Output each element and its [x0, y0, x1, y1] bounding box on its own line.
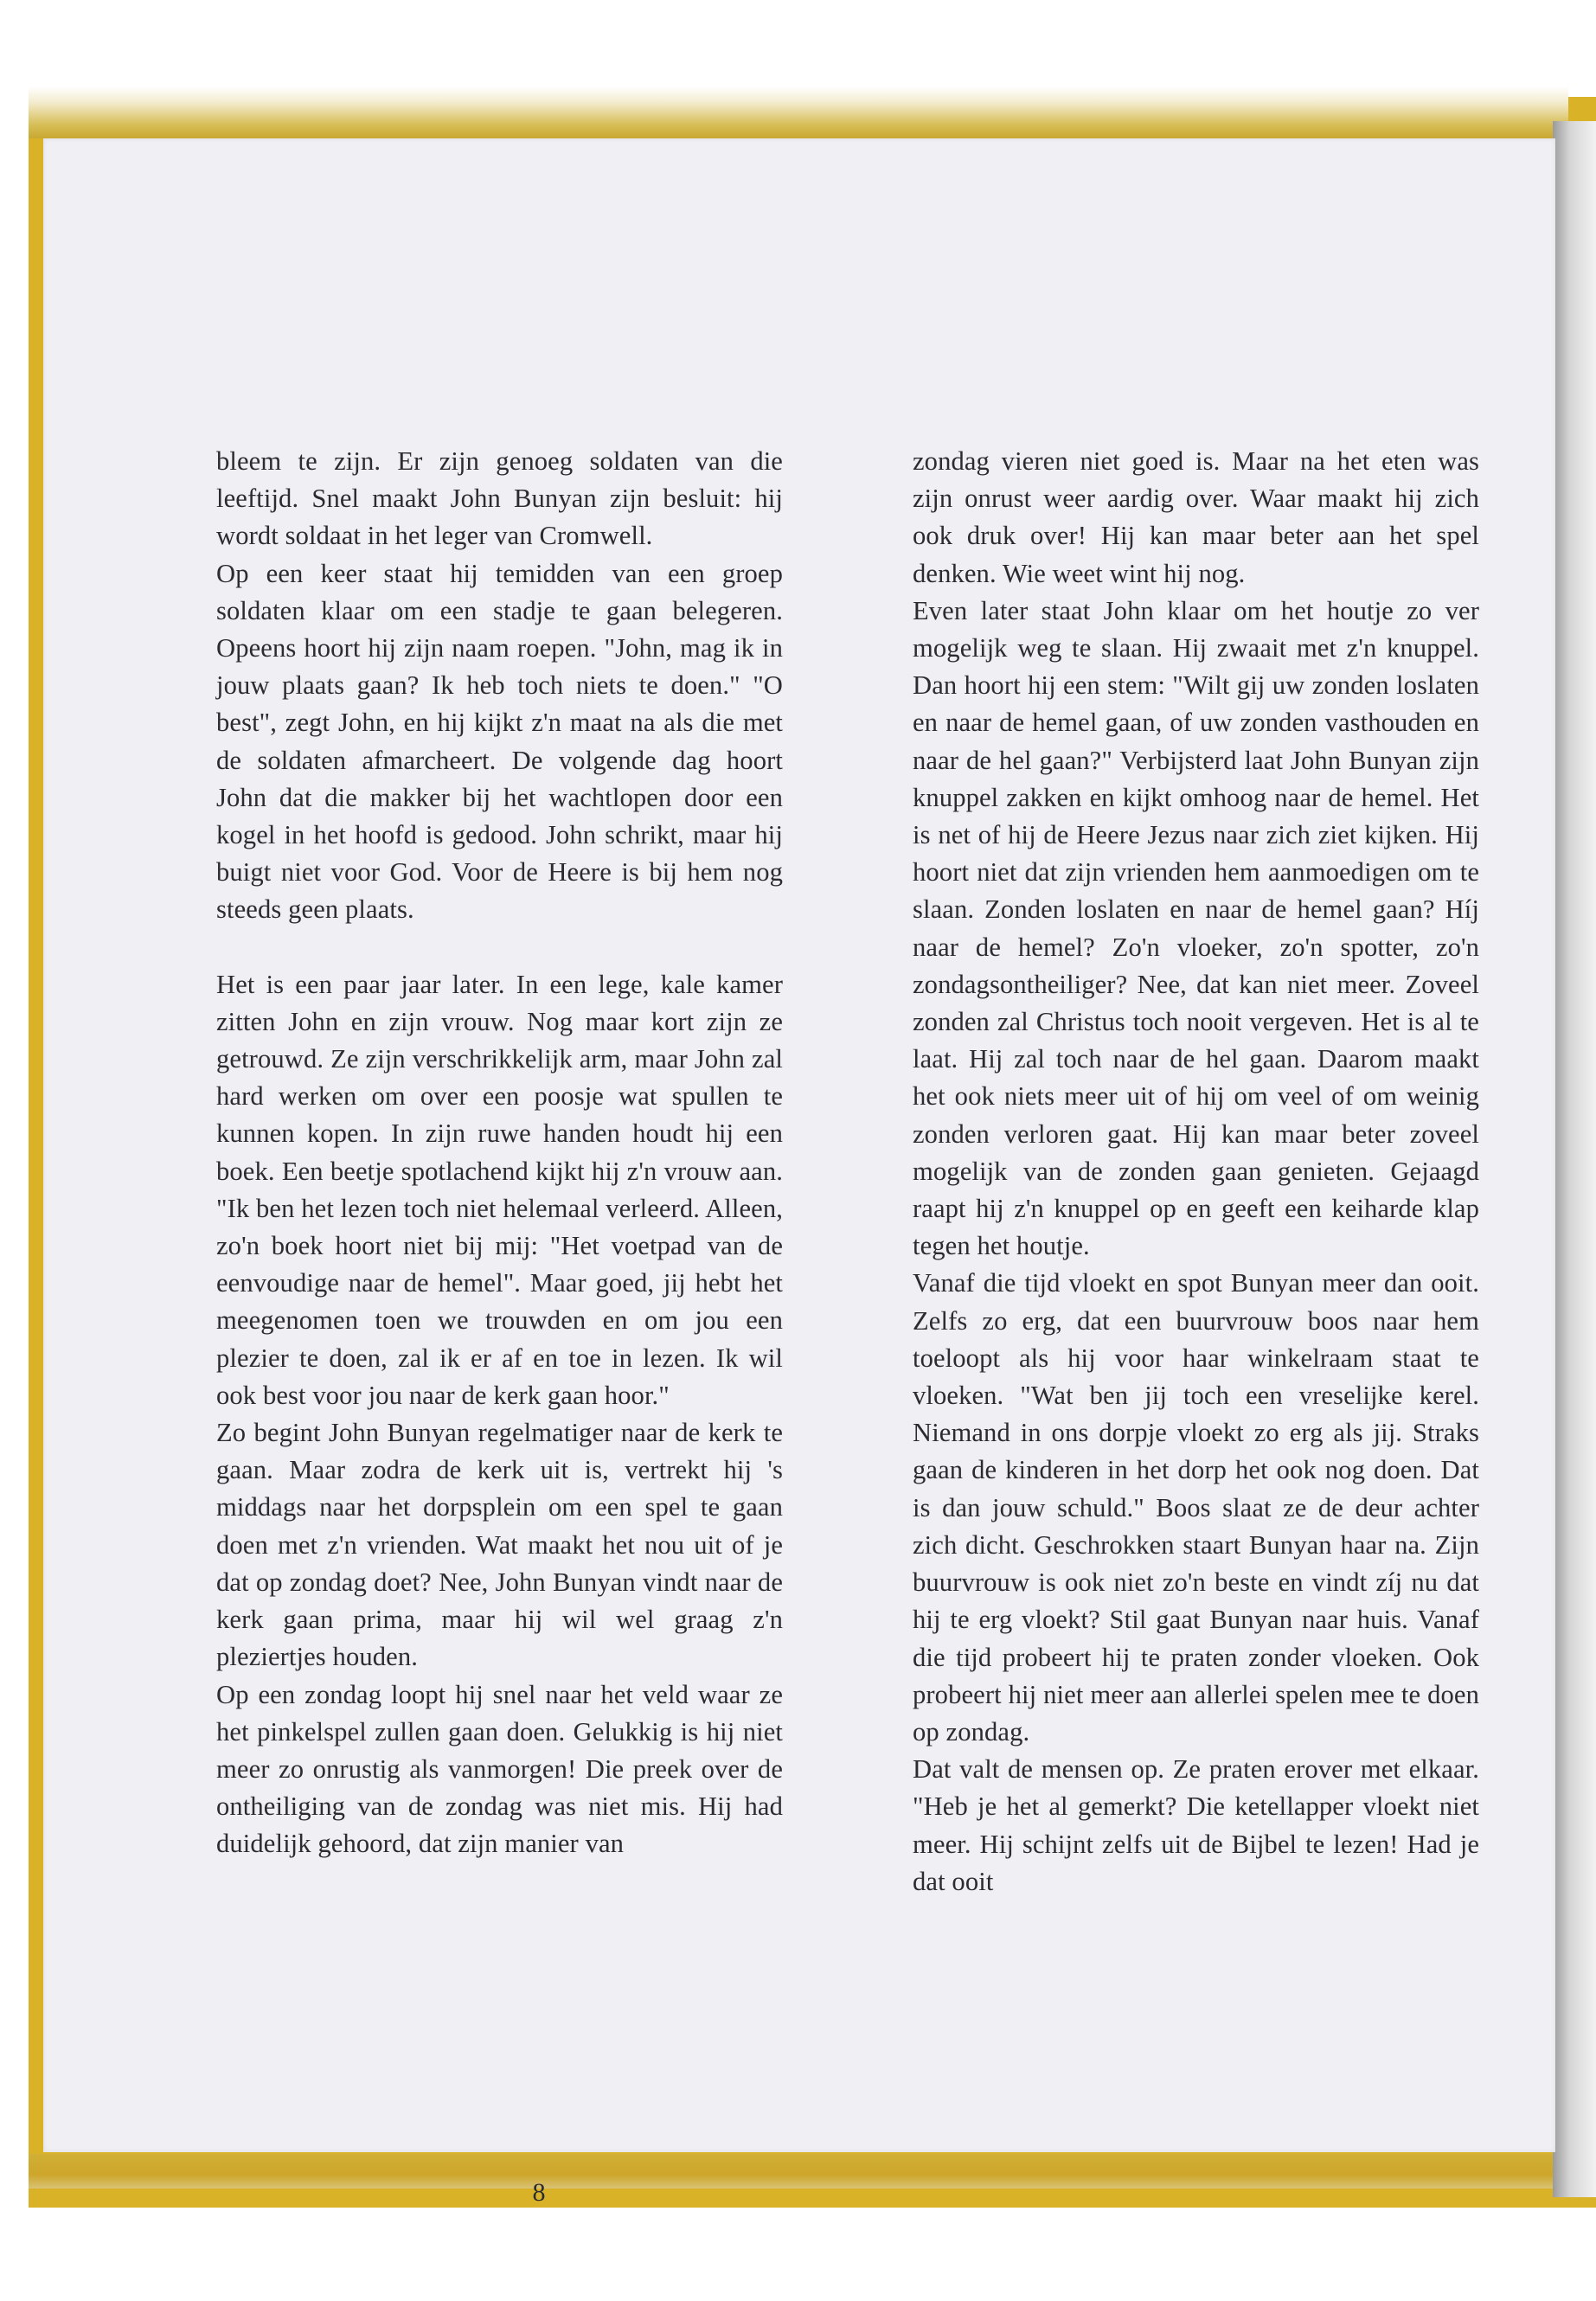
paragraph: Op een keer staat hij temidden van een groep soldaten klaar om een stadje te gaan belegeren. Opeens hoort hij zijn naam roepen. "John, mag ik in jouw plaats gaan? Ik heb toch niets te doen." "O best", zegt John, en hij kijkt z'n maat na als die met de soldaten afmarcheert. De volgende dag hoort John dat die makker bij het wachtlopen door een kogel in het hoofd is gedood. John schrikt, maar hij buigt niet voor God. Voor de Heere is bij hem nog steeds geen plaats. [216, 558, 783, 925]
paragraph: Vanaf die tijd vloekt en spot Bunyan meer dan ooit. Zelfs zo erg, dat een buurvrouw boos naar hem toeloopt als hij voor haar winkelraam staat te vloeken. "Wat ben jij toch een vreselijke kerel. Niemand in ons dorpje vloekt zo erg als jij. Straks gaan de kinderen in het dorp het ook nog doen. Dat is dan jouw schuld." Boos slaat ze de deur achter zich dicht. Geschrokken staart Bunyan haar na. Zijn buurvrouw is ook niet zo'n beste en vindt zíj nu dat hij te erg vloekt? Stil gaat Bunyan naar huis. Vanaf die tijd probeert hij te praten zonder vloeken. Ook probeert hij niet meer aan allerlei spelen mee te doen op zondag. [913, 1268, 1479, 1747]
paragraph: Dat valt de mensen op. Ze praten erover met elkaar. "Heb je het al gemerkt? Die ketellapper vloekt niet meer. Hij schijnt zelfs uit de Bijbel te lezen! Had je dat ooit [913, 1754, 1479, 1896]
right-text-column [913, 443, 1479, 1900]
cover-bottom-edge [29, 2154, 1568, 2189]
paragraph: zondag vieren niet goed is. Maar na het eten was zijn onrust weer aardig over. Waar maakt hij zich ook druk over! Hij kan maar beter aan het spel denken. Wie weet wint hij nog. [913, 446, 1479, 588]
cover-top-edge [29, 87, 1568, 138]
paragraph: bleem te zijn. Er zijn genoeg soldaten van die leeftijd. Snel maakt John Bunyan zijn besluit: hij wordt soldaat in het leger van Cromwell. [216, 446, 783, 551]
paragraph: Zo begint John Bunyan regelmatiger naar de kerk te gaan. Maar zodra de kerk uit is, vertrekt hij 's middags naar het dorpsplein om een spel te gaan doen met z'n vrienden. Wat maakt het nou uit of je dat op zondag doet? Nee, John Bunyan vindt naar de kerk gaan prima, maar hij wil wel graag z'n pleziertjes houden. [216, 1418, 783, 1672]
page-number: 8 [532, 2178, 546, 2207]
paragraph: Even later staat John klaar om het houtje zo ver mogelijk weg te slaan. Hij zwaait met z'n knuppel. Dan hoort hij een stem: "Wilt gij uw zonden loslaten en naar de hemel gaan, of uw zonden vasthouden en naar de hel gaan?" Verbijsterd laat John Bunyan zijn knuppel zakken en kijkt omhoog naar de hemel. Het is net of hij de Heere Jezus naar zich ziet kijken. Hij hoort niet dat zijn vrienden hem aanmoedigen om te slaan. Zonden loslaten en naar de hemel gaan? Híj naar de hemel? Zo'n vloeker, zo'n spotter, zo'n zondagsontheiliger? Nee, dat kan niet meer. Zoveel zonden zal Christus toch nooit vergeven. Het is al te laat. Hij zal toch naar de hel gaan. Daarom maakt het ook niets meer uit of hij om veel of om weinig zonden verloren gaat. Hij kan maar beter zoveel mogelijk van de zonden gaan genieten. Gejaagd raapt hij z'n knuppel op en geeft een keiharde klap tegen het houtje. [913, 595, 1479, 1261]
paragraph: Op een zondag loopt hij snel naar het veld waar ze het pinkelspel zullen gaan doen. Gelukkig is hij niet meer zo onrustig als vanmorgen! Die preek over de ontheiliging van de zondag was niet mis. Hij had duidelijk gehoord, dat zijn manier van [216, 1679, 783, 1859]
spine-shadow [1553, 121, 1596, 2197]
book-page [43, 138, 1555, 2207]
paragraph: Het is een paar jaar later. In een lege, kale kamer zitten John en zijn vrouw. Nog maar kort zijn ze getrouwd. Ze zijn verschrikkelijk arm, maar John zal hard werken om over een poosje wat spullen te kunnen kopen. In zijn ruwe handen houdt hij een boek. Een beetje spotlachend kijkt hij z'n vrouw aan. "Ik ben het lezen toch niet helemaal verleerd. Alleen, zo'n boek hoort niet bij mij: "Het voetpad van de eenvoudige naar de hemel". Maar goed, jij hebt het meegenomen toen we trouwden en om jou een plezier te doen, zal ik er af en toe in lezen. Ik wil ook best voor jou naar de kerk gaan hoor." [216, 969, 783, 1410]
left-text-column [216, 443, 783, 1863]
